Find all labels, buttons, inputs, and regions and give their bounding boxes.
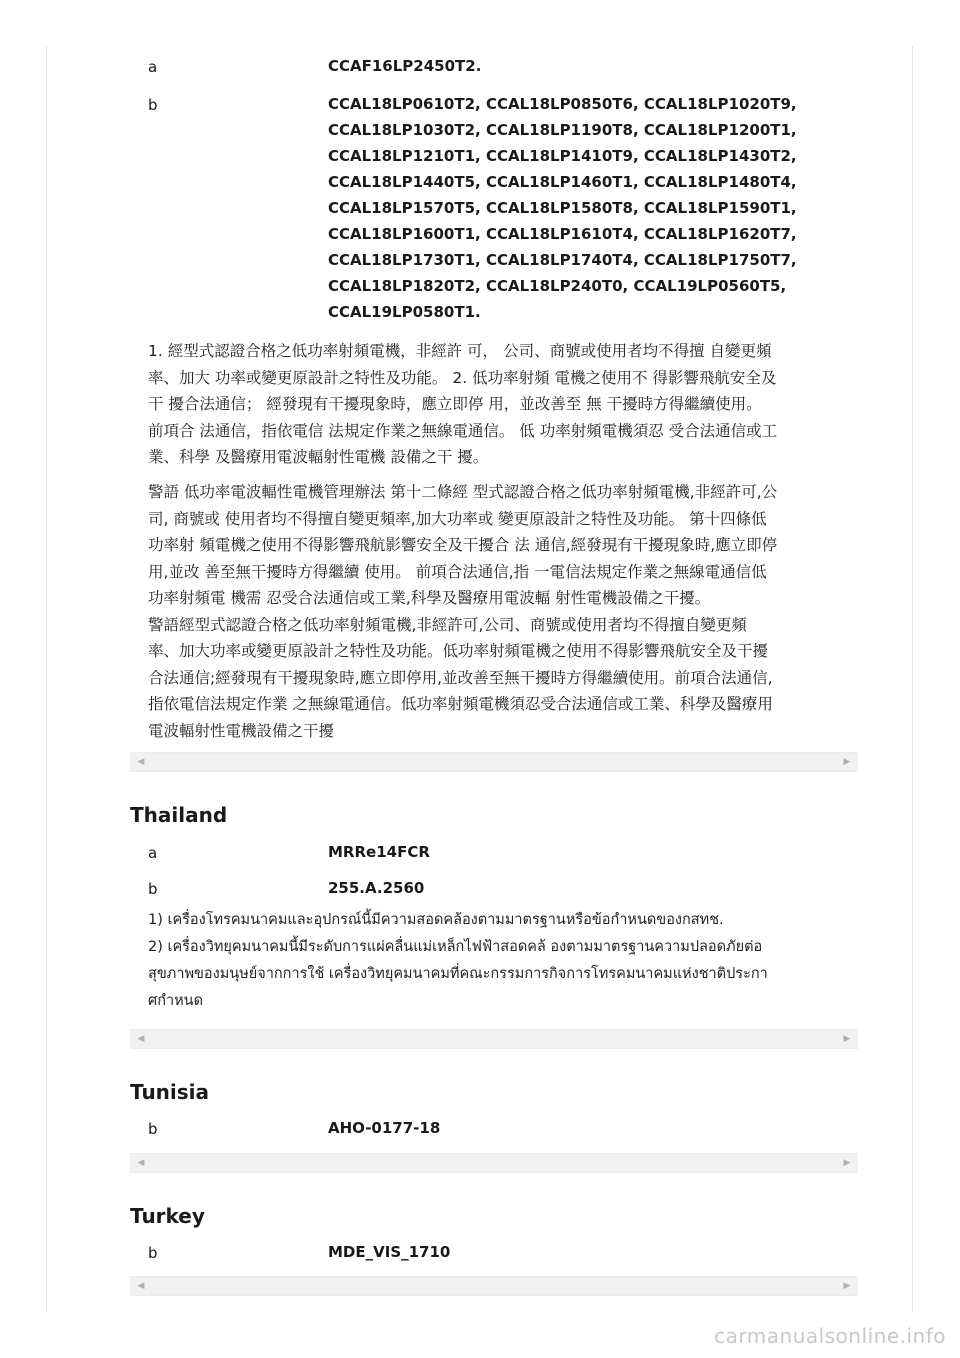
horizontal-scrollbar[interactable] — [130, 1276, 858, 1296]
text-line: 功率射頻電 機需 忍受合法通信或工業,科學及醫療用電波輻 射性電機設備之干擾。 — [148, 589, 711, 607]
value-line: CCAL18LP0610T2, CCAL18LP0850T6, CCAL18LP1020T9, — [328, 95, 797, 113]
text-line: 率、加大功率或變更原設計之特性及功能。低功率射頻電機之使用不得影響飛航安全及干擾 — [148, 642, 769, 660]
text-line: 2) เครื่องวิทยุคมนาคมนี้มีระดับการแผ่คลื่นแม่เหล็กไฟฟ้าสอดคล้ องตามมาตรฐานความปลอดภัยต่อ — [148, 939, 763, 955]
value-line: CCAL18LP1030T2, CCAL18LP1190T8, CCAL18LP1200T1, — [328, 121, 797, 139]
section-heading-tunisia: Tunisia — [130, 1080, 210, 1104]
scroll-left-icon[interactable]: ◀ — [137, 1158, 145, 1168]
row-key: a — [148, 58, 158, 76]
row-key: b — [148, 96, 158, 114]
horizontal-scrollbar[interactable] — [130, 1029, 858, 1049]
text-line: 警語 低功率電波輻性電機管理辦法 第十二條經 型式認證合格之低功率射頻電機,非經許可,公 — [148, 483, 778, 501]
text-line: 前項合 法通信，指依電信 法規定作業之無線電通信。 低 功率射頻電機須忍 受合法通信或工 — [148, 421, 778, 440]
value-line: CCAL18LP1570T5, CCAL18LP1580T8, CCAL18LP1590T1, — [328, 199, 797, 217]
text-line: 電波輻射性電機設備之干擾 — [148, 721, 335, 740]
scroll-right-icon[interactable]: ▶ — [843, 757, 851, 767]
text-line: 合法通信;經發現有干擾現象時,應立即停用,並改善至無干擾時方得繼續使用。前項合法通信, — [148, 668, 773, 687]
value-line: CCAL18LP1600T1, CCAL18LP1610T4, CCAL18LP1620T7, — [328, 225, 797, 243]
scroll-left-icon[interactable]: ◀ — [137, 1281, 145, 1291]
section-heading-thailand: Thailand — [130, 803, 228, 827]
row-value: AHO-0177-18 — [328, 1119, 441, 1137]
horizontal-scrollbar[interactable] — [130, 752, 858, 772]
text-line: 1) เครื่องโทรคมนาคมและอุปกรณ์นี้มีความสอดคล้องตามมาตรฐานหรือข้อกำหนดของกสทช. — [148, 912, 724, 928]
value-line: CCAL18LP1820T2, CCAL18LP240T0, CCAL19LP0560T5, — [328, 277, 787, 295]
site-watermark: carmanualsonline.info — [714, 1324, 946, 1348]
text-line: 功率射 頻電機之使用不得影響飛航影響安全及干擾合 法 通信,經發現有干擾現象時,應立即停 — [148, 536, 778, 554]
scroll-left-icon[interactable]: ◀ — [137, 757, 145, 767]
text-line: 率、加大 功率或變更原設計之特性及功能。 2. 低功率射頻 電機之使用不 得影響飛航安全及 — [148, 368, 777, 387]
row-value: 255.A.2560 — [328, 879, 425, 897]
row-value: MDE_VIS_1710 — [328, 1243, 451, 1261]
text-line: 業、科學 及醫療用電波輻射性電機 設備之干 擾。 — [148, 448, 489, 466]
page-left-border — [46, 46, 47, 1312]
row-value: MRRe14FCR — [328, 843, 430, 861]
value-line: CCAL18LP1210T1, CCAL18LP1410T9, CCAL18LP1430T2, — [328, 147, 797, 165]
row-key: b — [148, 1244, 158, 1262]
row-key: a — [148, 844, 158, 862]
taiwan-notice-2 — [148, 479, 860, 744]
thailand-notice — [148, 907, 860, 1015]
text-line: 司, 商號或 使用者均不得擅自變更頻率,加大功率或 變更原設計之特性及功能。 第十四條低 — [148, 509, 767, 528]
value-line: CCAL18LP1730T1, CCAL18LP1740T4, CCAL18LP1750T7, — [328, 251, 797, 269]
value-line: CCAL18LP1440T5, CCAL18LP1460T1, CCAL18LP1480T4, — [328, 173, 797, 191]
page-right-border — [912, 46, 913, 1312]
taiwan-notice-1 — [148, 338, 860, 471]
scroll-left-icon[interactable]: ◀ — [137, 1034, 145, 1044]
scroll-right-icon[interactable]: ▶ — [843, 1034, 851, 1044]
row-value-list — [328, 91, 858, 325]
scroll-right-icon[interactable]: ▶ — [843, 1158, 851, 1168]
scroll-right-icon[interactable]: ▶ — [843, 1281, 851, 1291]
text-line: 干 擾合法通信； 經發現有干擾現象時，應立即停 用，並改善至 無 干擾時方得繼續使用。 — [148, 395, 762, 413]
section-heading-turkey: Turkey — [130, 1204, 205, 1228]
value-line: CCAL19LP0580T1. — [328, 303, 481, 321]
text-line: 用,並改 善至無干擾時方得繼續 使用。 前項合法通信,指 一電信法規定作業之無線電通信低 — [148, 562, 767, 581]
row-key: b — [148, 1120, 158, 1138]
text-line: ศกำหนด — [148, 993, 204, 1009]
text-line: 1. 經型式認證合格之低功率射頻電機，非經許 可， 公司、商號或使用者均不得擅 自變更頻 — [148, 342, 772, 360]
row-value: CCAF16LP2450T2. — [328, 57, 482, 75]
text-line: 指依電信法規定作業 之無線電通信。低功率射頻電機須忍受合法通信或工業、科學及醫療用 — [148, 695, 773, 713]
text-line: 警語經型式認證合格之低功率射頻電機,非經許可,公司、商號或使用者均不得擅自變更頻 — [148, 615, 747, 634]
row-key: b — [148, 880, 158, 898]
text-line: สุขภาพของมนุษย์จากการใช้ เครื่องวิทยุคมนาคมที่คณะกรรมการกิจการโทรคมนาคมแห่งชาติประกา — [148, 966, 768, 982]
horizontal-scrollbar[interactable] — [130, 1153, 858, 1173]
